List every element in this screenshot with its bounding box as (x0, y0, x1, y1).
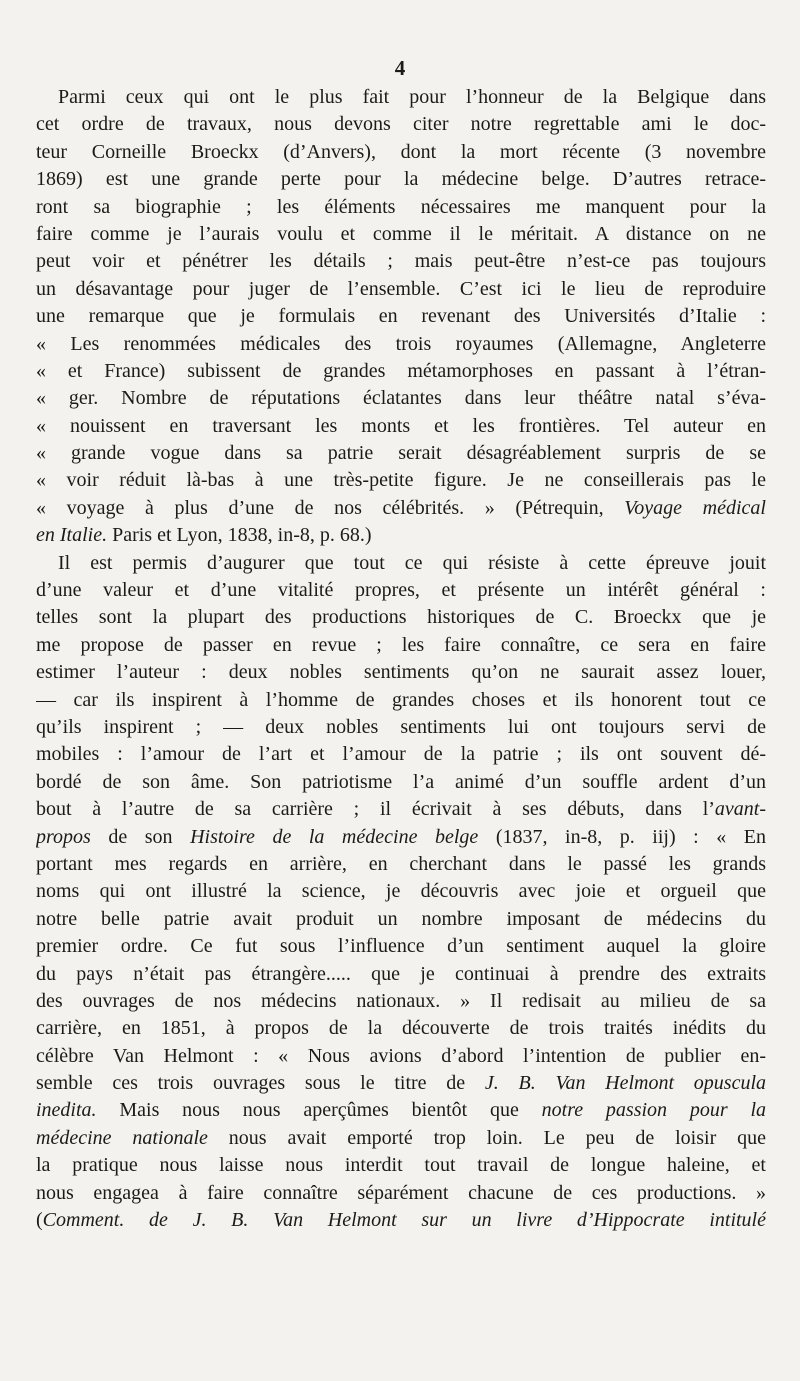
italic-run: Voyage médical (624, 496, 766, 519)
text-run: d’une valeur et d’une vitalité propres, et présente un intérêt général : (36, 579, 766, 602)
text-line (36, 1125, 766, 1152)
text-line (36, 1207, 766, 1234)
text-line (36, 714, 766, 741)
text-run: du pays n’était pas étrangère..... que je continuai à prendre des extraits (36, 962, 766, 985)
text-line (36, 961, 766, 988)
text-line (36, 933, 766, 960)
text-run: (1837, in-8, p. iij) : « En (478, 825, 766, 848)
text-run: « voir réduit là-bas à une très-petite figure. Je ne conseillerais pas le (36, 469, 766, 492)
text-line (36, 84, 766, 111)
text-line (36, 1152, 766, 1179)
text-run: « grande vogue dans sa patrie serait désagréablement surpris de se (36, 442, 766, 465)
italic-run: Histoire de la médecine belge (190, 825, 479, 848)
text-run: un désavantage pour juger de l’ensemble. C’est ici le lieu de reproduire (36, 277, 766, 300)
italic-run: avant- (714, 798, 766, 821)
text-line (36, 741, 766, 768)
text-line (36, 194, 766, 221)
text-line (36, 824, 766, 851)
text-run: premier ordre. Ce fut sous l’influence d’un sentiment auquel la gloire (36, 935, 766, 958)
text-line (36, 413, 766, 440)
text-run: « voyage à plus d’une de nos célébrités. » (Pétrequin, (36, 496, 625, 519)
text-line (36, 248, 766, 275)
text-run: cet ordre de travaux, nous devons citer notre regrettable ami le doc- (36, 113, 766, 136)
text-line (36, 577, 766, 604)
text-run: « Les renommées médicales des trois royaumes (Allemagne, Angleterre (36, 332, 766, 355)
text-run: noms qui ont illustré la science, je découvris avec joie et orgueil que (36, 880, 766, 903)
text-line (36, 221, 766, 248)
text-line (36, 1070, 766, 1097)
text-run: me propose de passer en revue ; les faire connaître, ce sera en faire (36, 633, 766, 656)
text-line (36, 522, 766, 549)
text-run: semble ces trois ouvrages sous le titre de (36, 1072, 485, 1095)
text-run: Parmi ceux qui ont le plus fait pour l’honneur de la Belgique dans (58, 86, 766, 108)
text-line (36, 769, 766, 796)
text-line (36, 604, 766, 631)
text-run: Paris et Lyon, 1838, in-8, p. 68.) (107, 524, 372, 547)
text-run: faire comme je l’aurais voulu et comme il le méritait. A distance on ne (36, 222, 766, 245)
text-line (36, 1015, 766, 1042)
text-line (36, 906, 766, 933)
text-line (36, 687, 766, 714)
italic-run: en Italie. (36, 524, 108, 547)
text-line (36, 1180, 766, 1207)
text-run: de son (90, 825, 191, 848)
text-line (36, 1043, 766, 1070)
text-line (36, 440, 766, 467)
italic-run: propos (36, 825, 91, 848)
text-run: bordé de son âme. Son patriotisme l’a animé d’un souffle ardent d’un (36, 770, 766, 793)
text-run: ront sa biographie ; les éléments nécessaires me manquent pour la (36, 195, 766, 218)
text-run: portant mes regards en arrière, en cherchant dans le passé les grands (36, 852, 766, 875)
text-line (36, 632, 766, 659)
page-number: 4 (394, 56, 406, 80)
text-run: estimer l’auteur : deux nobles sentiments qu’on ne saurait assez louer, (36, 661, 766, 684)
text-run: carrière, en 1851, à propos de la découverte de trois traités inédits du (36, 1017, 766, 1040)
text-run: qu’ils inspirent ; — deux nobles sentiments lui ont toujours servi de (36, 715, 766, 738)
text-run: telles sont la plupart des productions historiques de C. Broeckx que je (36, 606, 766, 629)
text-line (36, 988, 766, 1015)
text-line (36, 878, 766, 905)
text-run: ( (36, 1209, 43, 1232)
text-line (36, 851, 766, 878)
text-line (36, 385, 766, 412)
italic-run: notre passion pour la (541, 1099, 766, 1122)
text-run: « ger. Nombre de réputations éclatantes dans leur théâtre natal s’éva- (36, 387, 766, 410)
italic-run: inedita. (36, 1099, 97, 1122)
text-line (36, 659, 766, 686)
text-run: notre belle patrie avait produit un nombre imposant de médecins du (36, 907, 766, 930)
text-line (36, 303, 766, 330)
text-run: « nouissent en traversant les monts et les frontières. Tel auteur en (36, 414, 766, 437)
text-run: nous engagea à faire connaître séparément chacune de ces productions. » (36, 1181, 766, 1204)
text-run: mobiles : l’amour de l’art et l’amour de la patrie ; ils ont souvent dé- (36, 743, 766, 766)
text-line (36, 1097, 766, 1124)
text-run: « et France) subissent de grandes métamorphoses en passant à l’étran- (36, 359, 766, 382)
text-run: nous avait emporté trop loin. Le peu de loisir que (207, 1126, 766, 1149)
text-line (36, 111, 766, 138)
body-text (36, 84, 766, 1234)
italic-run: médecine nationale (36, 1126, 208, 1149)
text-line (36, 276, 766, 303)
text-run: bout à l’autre de sa carrière ; il écrivait à ses débuts, dans l’ (36, 798, 715, 821)
text-line (36, 796, 766, 823)
text-run: peut voir et pénétrer les détails ; mais peut-être n’est-ce pas toujours (36, 250, 766, 273)
text-line (36, 550, 766, 577)
text-line (36, 331, 766, 358)
text-line (36, 358, 766, 385)
italic-run: J. B. Van Helmont opuscula (484, 1072, 766, 1095)
italic-run: Comment. de J. B. Van Helmont sur un livre d’Hippocrate intitulé (42, 1209, 766, 1232)
text-run: teur Corneille Broeckx (d’Anvers), dont la mort récente (3 novembre (36, 140, 766, 163)
text-line (36, 467, 766, 494)
text-run: la pratique nous laisse nous interdit tout travail de longue haleine, et (36, 1154, 766, 1177)
text-run: — car ils inspirent à l’homme de grandes choses et ils honorent tout ce (36, 688, 766, 711)
text-run: Il est permis d’augurer que tout ce qui résiste à cette épreuve jouit (58, 551, 766, 574)
text-line (36, 495, 766, 522)
text-run: célèbre Van Helmont : « Nous avions d’abord l’intention de publier en- (36, 1044, 766, 1067)
text-line (36, 139, 766, 166)
text-run: 1869) est une grande perte pour la médecine belge. D’autres retrace- (36, 168, 766, 191)
text-run: des ouvrages de nos médecins nationaux. » Il redisait au milieu de sa (36, 989, 766, 1012)
text-run: Mais nous nous aperçûmes bientôt que (96, 1099, 542, 1122)
text-run: une remarque que je formulais en revenant des Universités d’Italie : (36, 305, 766, 328)
text-line (36, 166, 766, 193)
